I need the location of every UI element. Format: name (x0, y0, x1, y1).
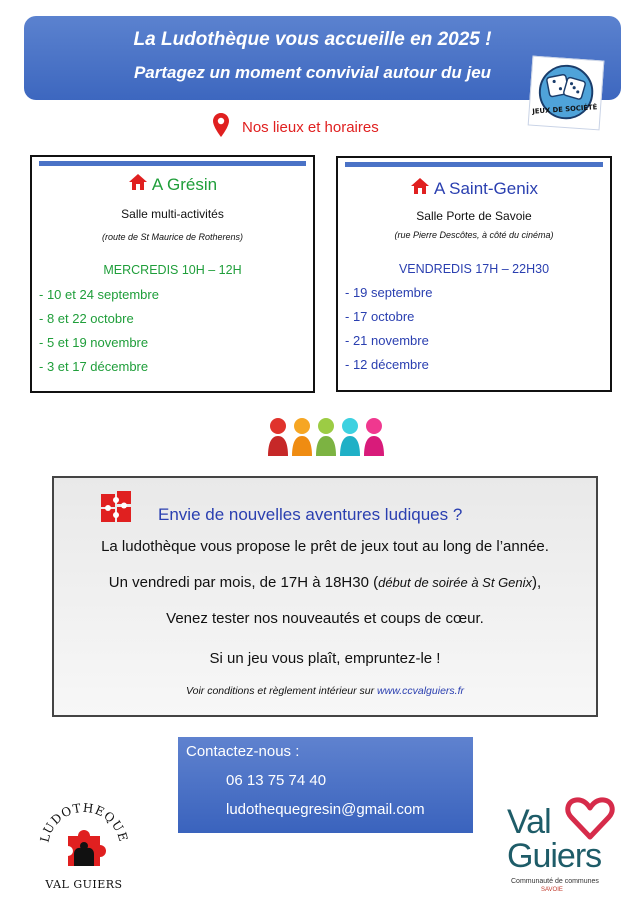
pawn-pink-icon (364, 418, 384, 456)
date-item: - 17 octobre (345, 309, 415, 324)
val-guiers-logo (503, 795, 617, 900)
contact-title: Contactez-nous : (186, 743, 300, 760)
pawn-green-icon (316, 418, 336, 456)
game-pawns-icon (266, 416, 386, 458)
genix-title (338, 177, 610, 200)
page-title: La Ludothèque vous accueille en 2025 ! (133, 29, 492, 50)
map-pin-icon (212, 112, 230, 143)
board-games-logo (528, 56, 605, 131)
contact-phone[interactable]: 06 13 75 74 40 (226, 772, 327, 789)
contact-box (178, 737, 473, 833)
adventures-box (52, 476, 598, 717)
pawn-red-icon (268, 418, 288, 456)
gresin-room: Salle multi-activités (121, 207, 224, 221)
gresin-title-text: A Grésin (151, 174, 218, 194)
puzzle-icon (100, 490, 134, 524)
genix-room: Salle Porte de Savoie (416, 209, 532, 223)
conditions-text: Voir conditions et règlement intérieur sur www.ccvalguiers.fr (186, 685, 464, 697)
ludotheque-logo-subtitle: VAL GUIERS (45, 878, 123, 891)
gresin-title (32, 173, 313, 196)
val-guiers-region: SAVOIE (541, 887, 563, 893)
date-item: - 5 et 19 novembre (39, 335, 149, 350)
val-guiers-caption: Communauté de communes (511, 878, 599, 885)
ludotheque-logo-text: LUDOTHEQUE (37, 800, 131, 844)
date-item: - 21 novembre (345, 333, 429, 348)
adventures-line-3: Venez tester nos nouveautés et coups de cœur. (166, 610, 484, 627)
adventures-line-2: Un vendredi par mois, de 17H à 18H30 (début de soirée à St Genix), (108, 574, 542, 591)
places-heading (212, 112, 379, 142)
genix-schedule-box (336, 156, 612, 392)
pawn-cyan-icon (340, 418, 360, 456)
ludotheque-logo (34, 796, 134, 896)
genix-dates (345, 281, 432, 377)
adventures-question: Envie de nouvelles aventures ludiques ? (158, 505, 463, 524)
val-guiers-word-2: Guiers (507, 837, 602, 875)
gresin-schedule-box (30, 155, 315, 393)
dice-logo-text: JEUX DE SOCIÉTÉ (532, 103, 598, 116)
home-icon (128, 173, 148, 196)
genix-title-text: A Saint-Genix (434, 178, 538, 198)
places-label: Nos lieux et horaires (242, 118, 379, 136)
gresin-dates (39, 283, 159, 379)
box-accent-bar (39, 161, 306, 166)
adventures-line-4: Si un jeu vous plaît, empruntez-le ! (209, 650, 441, 667)
date-item: - 12 décembre (345, 357, 429, 372)
page-subtitle: Partagez un moment convivial autour du jeu (133, 63, 492, 82)
puzzle-piece-icon (63, 830, 106, 866)
gresin-address: (route de St Maurice de Rotherens) (101, 232, 244, 242)
date-item: - 3 et 17 décembre (39, 359, 149, 374)
genix-hours: VENDREDIS 17H – 22H30 (398, 262, 550, 276)
pawn-orange-icon (292, 418, 312, 456)
heart-icon (568, 800, 612, 837)
date-item: - 8 et 22 octobre (39, 311, 134, 326)
website-link[interactable]: www.ccvalguiers.fr (377, 685, 464, 697)
date-item: - 10 et 24 septembre (39, 287, 159, 302)
home-icon (410, 177, 430, 200)
gresin-hours: MERCREDIS 10H – 12H (103, 263, 242, 277)
contact-email[interactable]: ludothequegresin@gmail.com (226, 801, 425, 818)
genix-address: (rue Pierre Descôtes, à côté du cinéma) (394, 230, 554, 240)
val-guiers-word-1: Val (507, 803, 551, 841)
adventures-line-1: La ludothèque vous propose le prêt de jeux tout au long de l’année. (101, 538, 549, 555)
date-item: - 19 septembre (345, 285, 433, 300)
box-accent-bar (345, 162, 603, 167)
